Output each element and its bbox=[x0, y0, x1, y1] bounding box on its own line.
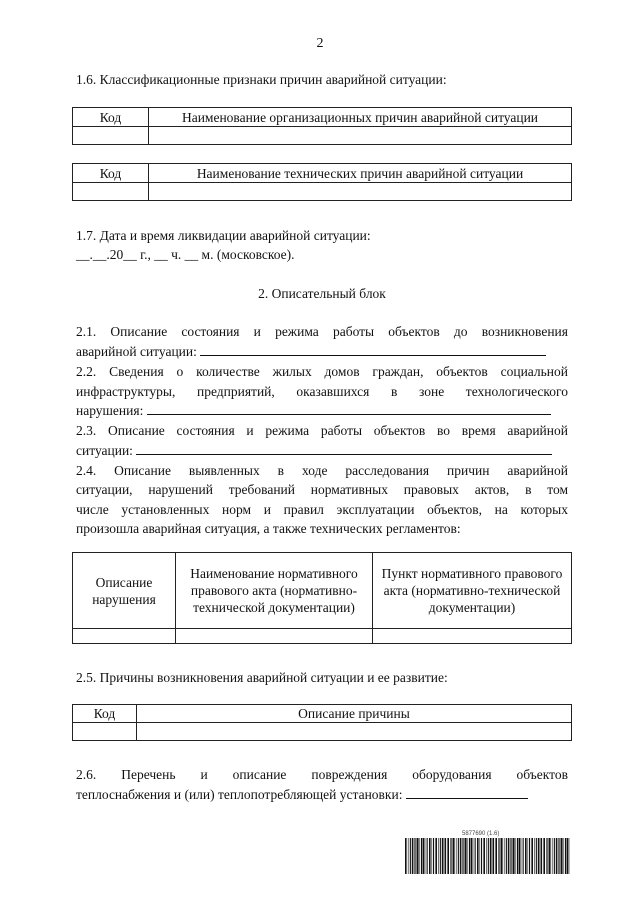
section-2-5-heading: 2.5. Причины возникновения аварийной ситуации и ее развитие: bbox=[76, 670, 448, 685]
section-2-3-line2 bbox=[76, 441, 568, 460]
block-2-title: 2. Описательный блок bbox=[258, 286, 386, 301]
section-2-6-label: теплоснабжения и (или) теплопотребляющей установки: bbox=[76, 787, 403, 802]
violations-table-cell[interactable] bbox=[373, 629, 572, 644]
barcode-number: 5877690 (1.6) bbox=[462, 831, 500, 837]
causes-description-table bbox=[72, 704, 572, 741]
normative-act-name-header: Наименование нормативного правового акта (нормативно-технической документации) bbox=[176, 553, 373, 629]
violation-description-header: Описание нарушения bbox=[73, 553, 176, 629]
section-2-2-line2: инфраструктуры, предприятий, оказавшихся в зоне технологического bbox=[76, 384, 568, 399]
tech-table-cell[interactable] bbox=[73, 183, 149, 201]
section-2-3-label: ситуации: bbox=[76, 443, 133, 458]
liquidation-datetime-template: __.__.20__ г., __ ч. __ м. (московское). bbox=[76, 247, 295, 262]
org-table-code-header: Код bbox=[73, 108, 149, 127]
tech-table-cell[interactable] bbox=[149, 183, 572, 201]
section-2-4-line3: числе установленных норм и правил эксплуатации объектов, на которых bbox=[76, 502, 568, 517]
section-2-1-blank[interactable] bbox=[200, 342, 546, 356]
section-2-3-line1: 2.3. Описание состояния и режима работы объектов во время аварийной bbox=[76, 423, 568, 438]
causes-table-code-header: Код bbox=[73, 705, 137, 723]
violations-table-cell[interactable] bbox=[176, 629, 373, 644]
org-table-cell[interactable] bbox=[73, 127, 149, 145]
section-2-4-line2: ситуации, нарушений требований нормативных правовых актов, в том bbox=[76, 482, 568, 497]
section-2-4-line4: произошла аварийная ситуация, а также технических регламентов: bbox=[76, 521, 461, 536]
section-2-3-blank[interactable] bbox=[136, 441, 552, 455]
section-2-6-line2 bbox=[76, 785, 568, 804]
violations-table-cell[interactable] bbox=[73, 629, 176, 644]
tech-table-code-header: Код bbox=[73, 164, 149, 183]
section-2-2-blank[interactable] bbox=[147, 401, 551, 415]
section-2-6-blank[interactable] bbox=[406, 785, 528, 799]
org-table-name-header: Наименование организационных причин аварийной ситуации bbox=[149, 108, 572, 127]
section-2-1-line2 bbox=[76, 342, 568, 361]
section-2-2-line3 bbox=[76, 401, 568, 420]
section-2-1-line1: 2.1. Описание состояния и режима работы объектов до возникновения bbox=[76, 324, 568, 339]
org-table-cell[interactable] bbox=[149, 127, 572, 145]
org-causes-table bbox=[72, 107, 572, 145]
section-2-2-line1: 2.2. Сведения о количестве жилых домов граждан, объектов социальной bbox=[76, 364, 568, 379]
barcode-icon bbox=[405, 838, 570, 874]
causes-table-cell[interactable] bbox=[73, 723, 137, 741]
section-2-1-label: аварийной ситуации: bbox=[76, 344, 197, 359]
causes-table-cell[interactable] bbox=[137, 723, 572, 741]
normative-act-clause-header: Пункт нормативного правового акта (нормативно-технической документации) bbox=[373, 553, 572, 629]
section-2-4-line1: 2.4. Описание выявленных в ходе расследования причин аварийной bbox=[76, 463, 568, 478]
violations-table bbox=[72, 552, 572, 644]
page-number: 2 bbox=[316, 36, 324, 51]
tech-causes-table bbox=[72, 163, 572, 201]
causes-table-description-header: Описание причины bbox=[137, 705, 572, 723]
section-2-2-label: нарушения: bbox=[76, 403, 144, 418]
section-2-6-line1: 2.6. Перечень и описание повреждения оборудования объектов bbox=[76, 767, 568, 782]
section-1-6-heading: 1.6. Классификационные признаки причин аварийной ситуации: bbox=[76, 72, 447, 87]
section-1-7-heading: 1.7. Дата и время ликвидации аварийной ситуации: bbox=[76, 228, 371, 243]
tech-table-name-header: Наименование технических причин аварийной ситуации bbox=[149, 164, 572, 183]
